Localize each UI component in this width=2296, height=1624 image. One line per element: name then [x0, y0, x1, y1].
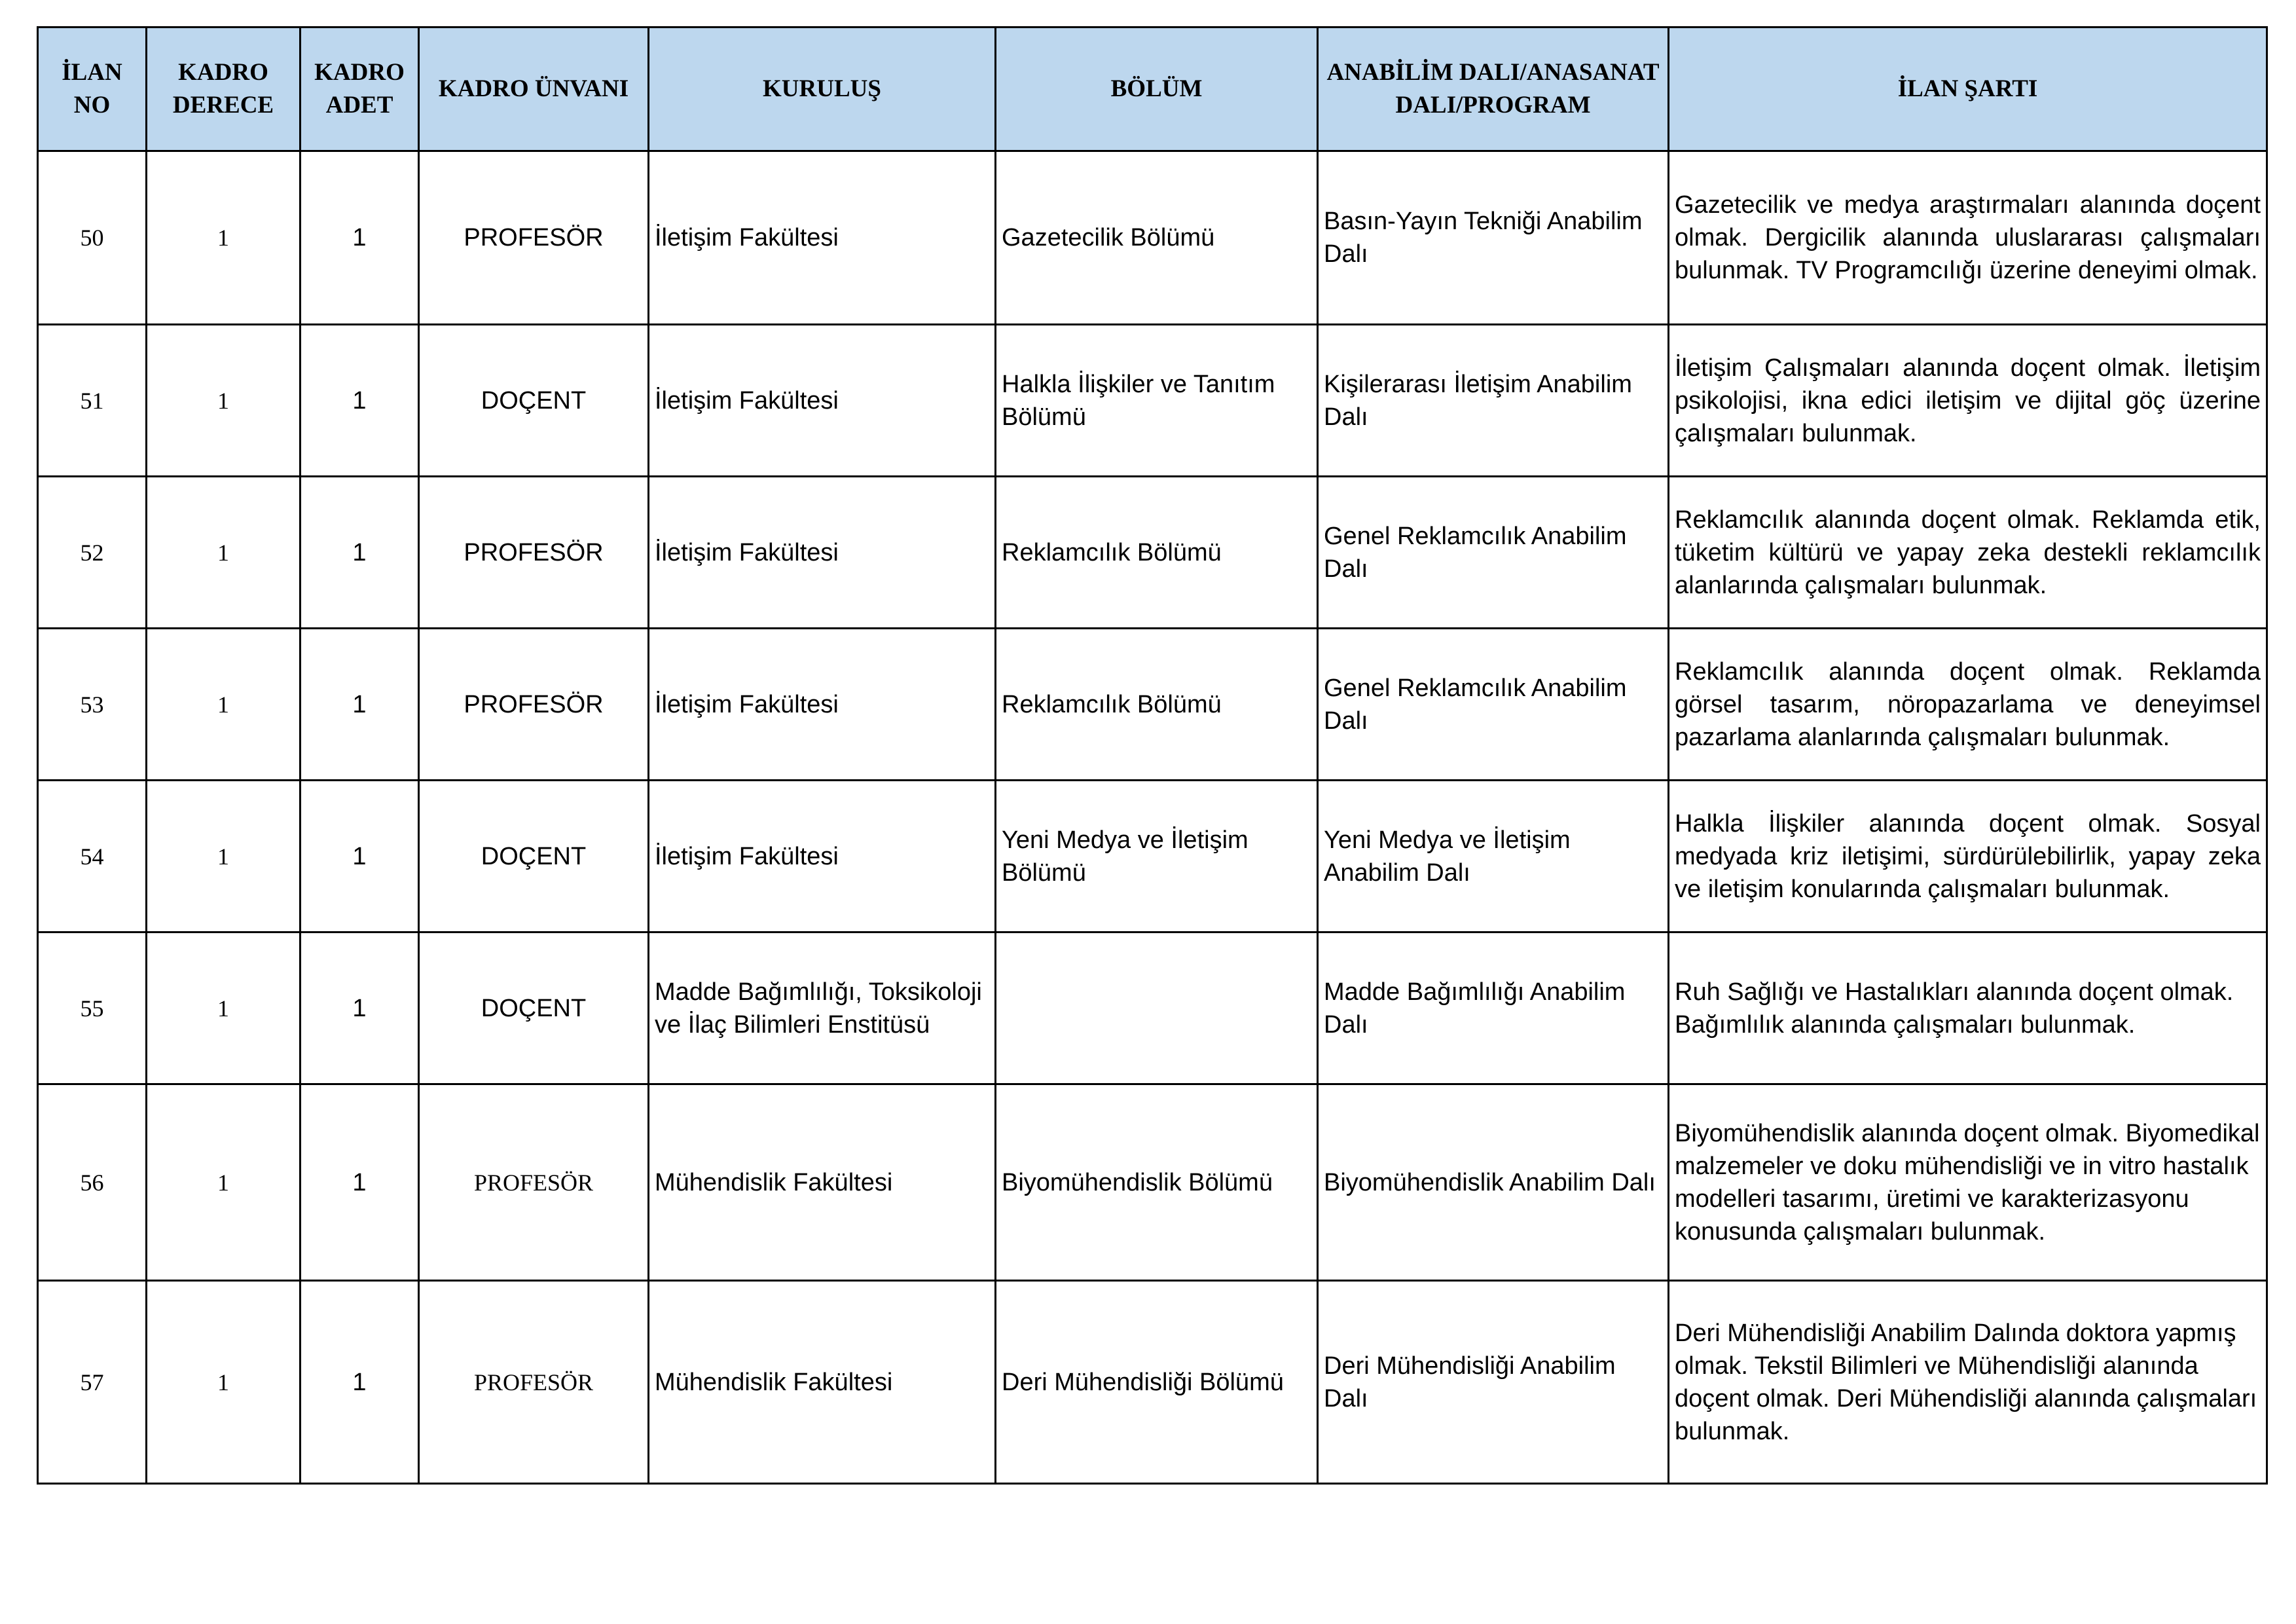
cell-kurulus: Madde Bağımlılığı, Toksikoloji ve İlaç Bilimleri Enstitüsü	[649, 932, 996, 1084]
cell-anabilim: Kişilerarası İletişim Anabilim Dalı	[1318, 325, 1669, 477]
cell-adet: 1	[301, 1281, 419, 1484]
cell-adet: 1	[301, 477, 419, 629]
cell-unvan: DOÇENT	[419, 932, 649, 1084]
cell-derece: 1	[147, 629, 301, 781]
cell-anabilim: Genel Reklamcılık Anabilim Dalı	[1318, 629, 1669, 781]
header-ilan-no: İLAN NO	[38, 28, 147, 151]
cell-kurulus: İletişim Fakültesi	[649, 151, 996, 325]
cell-bolum: Yeni Medya ve İletişim Bölümü	[996, 781, 1318, 932]
cell-bolum: Deri Mühendisliği Bölümü	[996, 1281, 1318, 1484]
cell-adet: 1	[301, 1084, 419, 1281]
header-kadro-unvani: KADRO ÜNVANI	[419, 28, 649, 151]
cell-ilan-no: 57	[38, 1281, 147, 1484]
table-row	[38, 629, 2267, 781]
table-row	[38, 932, 2267, 1084]
table-row	[38, 325, 2267, 477]
cell-ilan-sarti: Reklamcılık alanında doçent olmak. Reklamda etik, tüketim kültürü ve yapay zeka destekli reklamcılık alanlarında çalışmaları bulunmak.	[1669, 477, 2267, 629]
cell-adet: 1	[301, 629, 419, 781]
cell-ilan-sarti: Biyomühendislik alanında doçent olmak. Biyomedikal malzemeler ve doku mühendisliği ve in vitro hastalık modelleri tasarımı, üretimi ve karakterizasyonu konusunda çalışmaları bulunmak.	[1669, 1084, 2267, 1281]
cell-ilan-no: 54	[38, 781, 147, 932]
cell-anabilim: Basın-Yayın Tekniği Anabilim Dalı	[1318, 151, 1669, 325]
cell-bolum: Gazetecilik Bölümü	[996, 151, 1318, 325]
cell-bolum: Halkla İlişkiler ve Tanıtım Bölümü	[996, 325, 1318, 477]
cell-derece: 1	[147, 1281, 301, 1484]
cell-bolum	[996, 932, 1318, 1084]
table-row	[38, 781, 2267, 932]
cell-ilan-no: 53	[38, 629, 147, 781]
cell-kurulus: İletişim Fakültesi	[649, 325, 996, 477]
cell-derece: 1	[147, 325, 301, 477]
cell-unvan: PROFESÖR	[419, 1281, 649, 1484]
cell-bolum: Biyomühendislik Bölümü	[996, 1084, 1318, 1281]
cell-unvan: DOÇENT	[419, 325, 649, 477]
cell-anabilim: Yeni Medya ve İletişim Anabilim Dalı	[1318, 781, 1669, 932]
cell-adet: 1	[301, 325, 419, 477]
cell-ilan-no: 56	[38, 1084, 147, 1281]
cell-anabilim: Deri Mühendisliği Anabilim Dalı	[1318, 1281, 1669, 1484]
cell-derece: 1	[147, 151, 301, 325]
header-bolum: BÖLÜM	[996, 28, 1318, 151]
cell-unvan: DOÇENT	[419, 781, 649, 932]
cell-derece: 1	[147, 781, 301, 932]
cell-kurulus: Mühendislik Fakültesi	[649, 1281, 996, 1484]
cell-ilan-no: 55	[38, 932, 147, 1084]
cell-anabilim: Madde Bağımlılığı Anabilim Dalı	[1318, 932, 1669, 1084]
cell-adet: 1	[301, 151, 419, 325]
header-anabilim: ANABİLİM DALI/ANASANAT DALI/PROGRAM	[1318, 28, 1669, 151]
table-row	[38, 151, 2267, 325]
cell-derece: 1	[147, 477, 301, 629]
cell-kurulus: İletişim Fakültesi	[649, 477, 996, 629]
cell-ilan-sarti: Halkla İlişkiler alanında doçent olmak. Sosyal medyada kriz iletişimi, sürdürülebilirlik, yapay zeka ve iletişim konularında çalışmaları bulunmak.	[1669, 781, 2267, 932]
cell-anabilim: Genel Reklamcılık Anabilim Dalı	[1318, 477, 1669, 629]
cell-bolum: Reklamcılık Bölümü	[996, 629, 1318, 781]
header-kurulus: KURULUŞ	[649, 28, 996, 151]
cell-derece: 1	[147, 932, 301, 1084]
cell-unvan: PROFESÖR	[419, 151, 649, 325]
ilan-table	[37, 26, 2268, 1485]
cell-adet: 1	[301, 932, 419, 1084]
cell-unvan: PROFESÖR	[419, 629, 649, 781]
cell-ilan-no: 50	[38, 151, 147, 325]
cell-ilan-no: 51	[38, 325, 147, 477]
cell-ilan-sarti: Deri Mühendisliği Anabilim Dalında doktora yapmış olmak. Tekstil Bilimleri ve Mühendisliği alanında doçent olmak. Deri Mühendisliği alanında çalışmaları bulunmak.	[1669, 1281, 2267, 1484]
cell-derece: 1	[147, 1084, 301, 1281]
header-kadro-derece: KADRO DERECE	[147, 28, 301, 151]
table-header-row	[38, 28, 2267, 151]
table-row	[38, 1084, 2267, 1281]
cell-adet: 1	[301, 781, 419, 932]
cell-anabilim: Biyomühendislik Anabilim Dalı	[1318, 1084, 1669, 1281]
header-kadro-adet: KADRO ADET	[301, 28, 419, 151]
cell-bolum: Reklamcılık Bölümü	[996, 477, 1318, 629]
cell-unvan: PROFESÖR	[419, 477, 649, 629]
cell-kurulus: İletişim Fakültesi	[649, 781, 996, 932]
cell-kurulus: İletişim Fakültesi	[649, 629, 996, 781]
cell-ilan-sarti: İletişim Çalışmaları alanında doçent olmak. İletişim psikolojisi, ikna edici iletişim ve dijital göç üzerine çalışmaları bulunmak.	[1669, 325, 2267, 477]
cell-ilan-sarti: Ruh Sağlığı ve Hastalıkları alanında doçent olmak. Bağımlılık alanında çalışmaları bulunmak.	[1669, 932, 2267, 1084]
cell-ilan-no: 52	[38, 477, 147, 629]
cell-ilan-sarti: Reklamcılık alanında doçent olmak. Reklamda görsel tasarım, nöropazarlama ve deneyimsel pazarlama alanlarında çalışmaları bulunmak.	[1669, 629, 2267, 781]
header-ilan-sarti: İLAN ŞARTI	[1669, 28, 2267, 151]
cell-ilan-sarti: Gazetecilik ve medya araştırmaları alanında doçent olmak. Dergicilik alanında uluslararası çalışmaları bulunmak. TV Programcılığı üzerine deneyimi olmak.	[1669, 151, 2267, 325]
table-row	[38, 477, 2267, 629]
cell-unvan: PROFESÖR	[419, 1084, 649, 1281]
cell-kurulus: Mühendislik Fakültesi	[649, 1084, 996, 1281]
table-row	[38, 1281, 2267, 1484]
